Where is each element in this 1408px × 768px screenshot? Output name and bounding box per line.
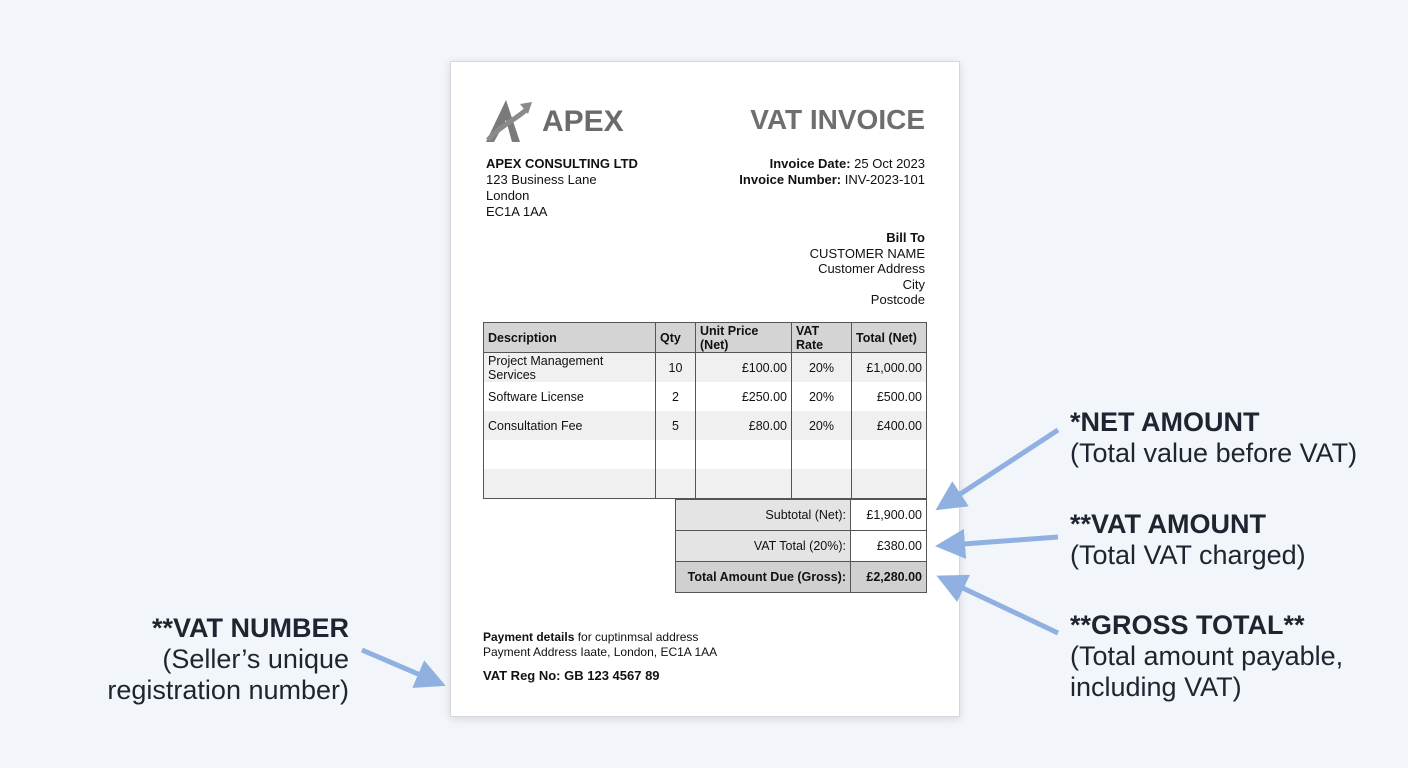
subtotal-value: £1,900.00 bbox=[851, 500, 927, 531]
seller-address-line: 123 Business Lane bbox=[486, 172, 597, 187]
cell-total: £400.00 bbox=[852, 411, 927, 440]
col-description: Description bbox=[484, 323, 656, 353]
col-qty: Qty bbox=[656, 323, 696, 353]
date-label: Invoice Date: bbox=[769, 156, 851, 171]
payment-label: Payment details bbox=[483, 630, 575, 644]
annotation-net bbox=[1070, 407, 1357, 469]
vat-reg-number: VAT Reg No: GB 123 4567 89 bbox=[483, 668, 660, 683]
annotation-desc: registration number) bbox=[107, 675, 349, 705]
cell-unit-price: £250.00 bbox=[696, 382, 792, 411]
payment-address: Payment Address Iaate, London, EC1A 1AA bbox=[483, 645, 718, 659]
bill-to-line: Postcode bbox=[870, 292, 925, 307]
cell-unit-price: £100.00 bbox=[696, 353, 792, 383]
annotation-vat bbox=[1070, 509, 1306, 571]
annotation-desc: including VAT) bbox=[1070, 672, 1242, 702]
bill-to-line: Customer Address bbox=[818, 261, 925, 276]
annotation-desc: (Seller’s unique bbox=[162, 644, 349, 674]
arrow-vat-number bbox=[362, 650, 432, 680]
annotation-vat-number bbox=[107, 613, 349, 706]
cell-total: £500.00 bbox=[852, 382, 927, 411]
col-vat-rate: VAT Rate bbox=[792, 323, 852, 353]
cell-description: Project Management Services bbox=[484, 353, 656, 383]
cell-total: £1,000.00 bbox=[852, 353, 927, 383]
arrow-gross bbox=[950, 582, 1058, 633]
subtotal-label: Subtotal (Net): bbox=[676, 500, 851, 531]
gross-total-value: £2,280.00 bbox=[851, 562, 927, 593]
col-unit-price: Unit Price (Net) bbox=[696, 323, 792, 353]
col-total: Total (Net) bbox=[852, 323, 927, 353]
annotation-desc: (Total amount payable, bbox=[1070, 641, 1344, 671]
vat-total-value: £380.00 bbox=[851, 531, 927, 562]
arrow-vat bbox=[950, 537, 1058, 545]
vat-total-label: VAT Total (20%): bbox=[676, 531, 851, 562]
cell-vat-rate: 20% bbox=[792, 382, 852, 411]
seller-name: APEX CONSULTING LTD bbox=[486, 156, 638, 171]
cell-qty: 2 bbox=[656, 382, 696, 411]
cell-description: Software License bbox=[484, 382, 656, 411]
seller-address-line: EC1A 1AA bbox=[486, 204, 548, 219]
cell-qty: 10 bbox=[656, 353, 696, 383]
cell-vat-rate: 20% bbox=[792, 353, 852, 383]
bill-to-line: City bbox=[902, 276, 925, 292]
annotation-title: **VAT NUMBER bbox=[151, 613, 349, 643]
invoice-title: VAT INVOICE bbox=[750, 104, 925, 135]
cell-qty: 5 bbox=[656, 411, 696, 440]
seller-address-line: London bbox=[486, 188, 530, 203]
annotation-title: **GROSS TOTAL** bbox=[1070, 610, 1305, 640]
annotation-desc: (Total value before VAT) bbox=[1070, 438, 1358, 468]
cell-description: Consultation Fee bbox=[484, 411, 656, 440]
bill-to-line: CUSTOMER NAME bbox=[809, 245, 925, 261]
annotation-title: *NET AMOUNT bbox=[1070, 407, 1260, 437]
annotation-title: **VAT AMOUNT bbox=[1070, 509, 1266, 539]
number-label: Invoice Number: bbox=[739, 172, 842, 187]
gross-total-label: Total Amount Due (Gross): bbox=[676, 562, 851, 593]
cell-unit-price: £80.00 bbox=[696, 411, 792, 440]
annotation-gross bbox=[1070, 610, 1343, 703]
invoice-date: 25 Oct 2023 bbox=[854, 156, 925, 171]
cell-vat-rate: 20% bbox=[792, 411, 852, 440]
annotation-desc: (Total VAT charged) bbox=[1070, 540, 1306, 570]
logo-text: APEX bbox=[542, 105, 624, 138]
bill-to-label: Bill To bbox=[886, 230, 925, 245]
invoice-number: INV-2023-101 bbox=[844, 172, 925, 187]
arrow-net bbox=[948, 430, 1058, 502]
payment-text: for cuptinmsal address bbox=[574, 630, 699, 644]
